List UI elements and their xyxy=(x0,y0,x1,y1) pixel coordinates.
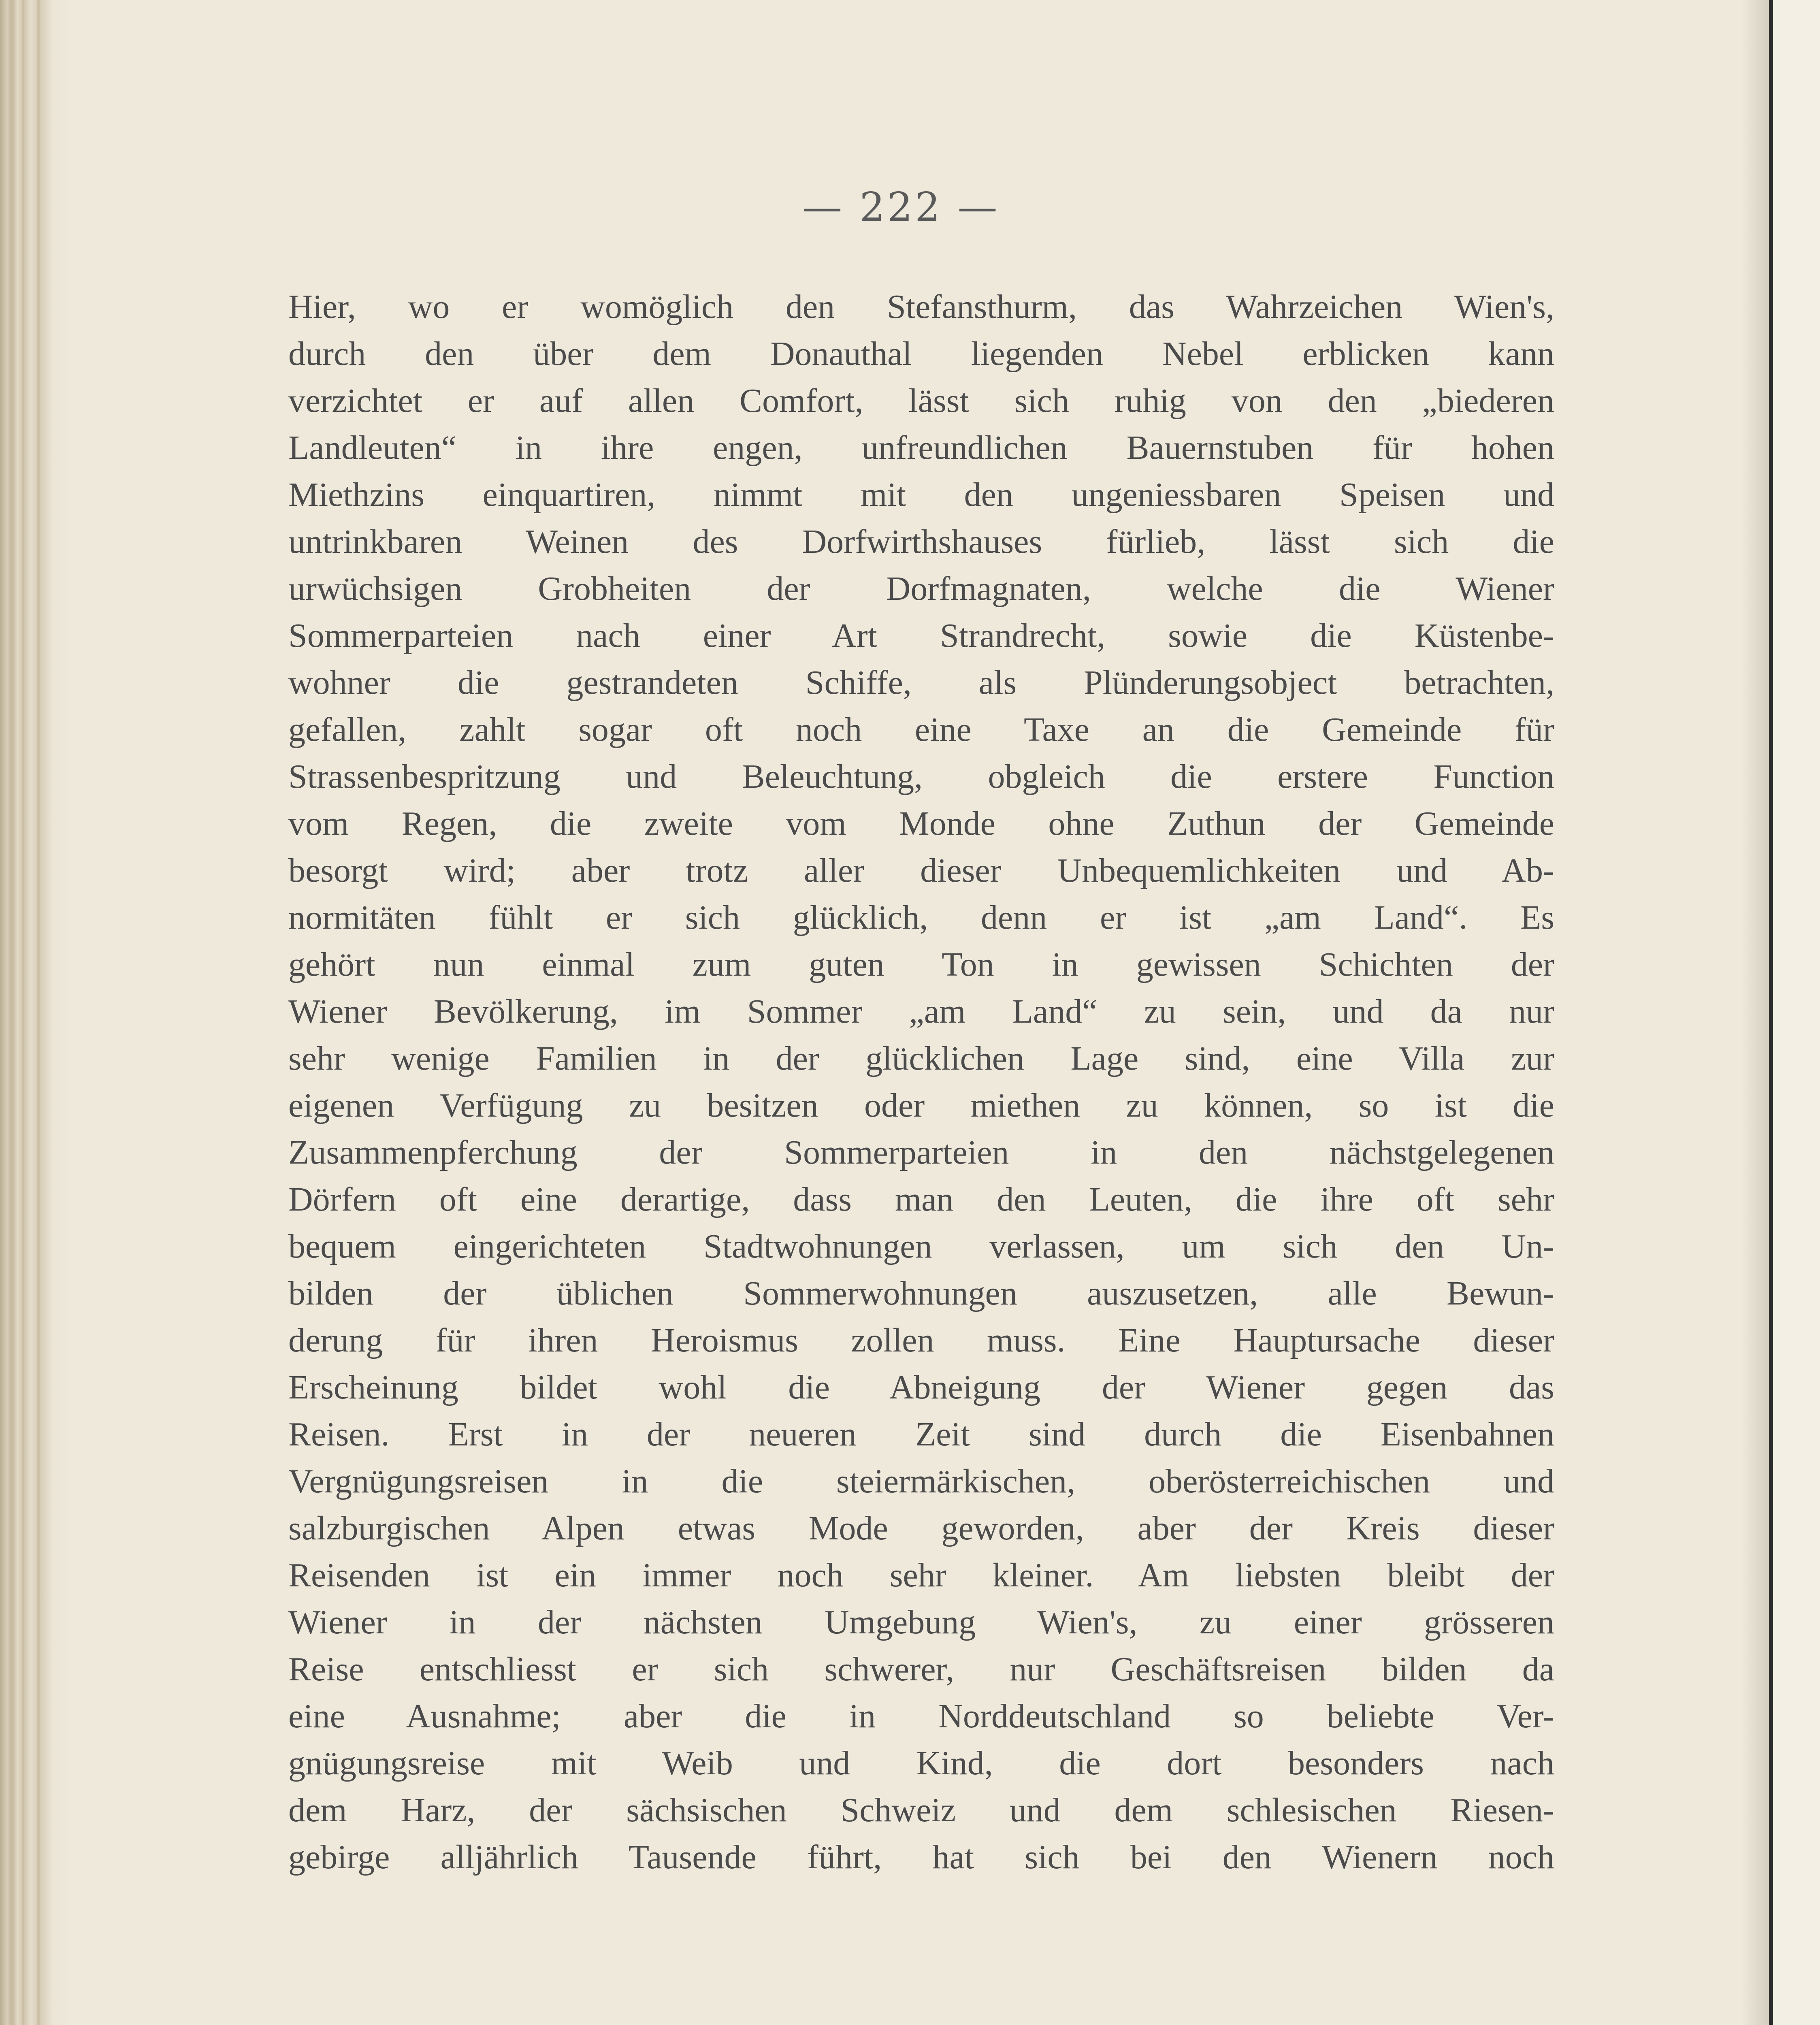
text-line: Wiener in der nächsten Umgebung Wien's, zu einer grösseren xyxy=(288,1603,1554,1641)
text-line: gnügungsreise mit Weib und Kind, die dort besonders nach xyxy=(288,1744,1554,1782)
text-line: dem Harz, der sächsischen Schweiz und dem schlesischen Riesen- xyxy=(288,1791,1554,1829)
text-line: Vergnügungsreisen in die steiermärkischen, oberösterreichischen und xyxy=(288,1462,1554,1500)
body-text xyxy=(288,284,1554,1881)
text-line: wohner die gestrandeten Schiffe, als Plünderungsobject betrachten, xyxy=(288,664,1554,701)
text-line: eine Ausnahme; aber die in Norddeutschland so beliebte Ver- xyxy=(288,1697,1554,1735)
text-line: verzichtet er auf allen Comfort, lässt sich ruhig von den „biederen xyxy=(288,382,1554,420)
text-line: Dörfern oft eine derartige, dass man den Leuten, die ihre oft sehr xyxy=(288,1181,1554,1218)
text-line: derung für ihren Heroismus zollen muss. Eine Hauptursache dieser xyxy=(288,1322,1554,1359)
text-line: urwüchsigen Grobheiten der Dorfmagnaten, welche die Wiener xyxy=(288,570,1554,608)
text-line: Landleuten“ in ihre engen, unfreundlichen Bauernstuben für hohen xyxy=(288,429,1554,467)
text-line: normitäten fühlt er sich glücklich, denn er ist „am Land“. Es xyxy=(288,899,1554,936)
text-line: durch den über dem Donauthal liegenden Nebel erblicken kann xyxy=(288,335,1554,373)
text-line: Erscheinung bildet wohl die Abneigung der Wiener gegen das xyxy=(288,1368,1554,1406)
book-binding-edge xyxy=(0,0,71,2025)
text-line: salzburgischen Alpen etwas Mode geworden, aber der Kreis dieser xyxy=(288,1509,1554,1547)
text-line: vom Regen, die zweite vom Monde ohne Zuthun der Gemeinde xyxy=(288,805,1554,842)
text-line: Miethzins einquartiren, nimmt mit den ungeniessbaren Speisen und xyxy=(288,476,1554,514)
page-number: — 222 — xyxy=(802,184,1000,230)
text-line: Reisen. Erst in der neueren Zeit sind durch die Eisenbahnen xyxy=(288,1415,1554,1453)
text-line: bequem eingerichteten Stadtwohnungen verlassen, um sich den Un- xyxy=(288,1228,1554,1265)
text-line: eigenen Verfügung zu besitzen oder miethen zu können, so ist die xyxy=(288,1087,1554,1124)
text-line: gebirge alljährlich Tausende führt, hat sich bei den Wienern noch xyxy=(288,1838,1554,1876)
text-line: Zusammenpferchung der Sommerparteien in den nächstgelegenen xyxy=(288,1134,1554,1171)
next-page-edge xyxy=(1769,0,1820,2025)
text-line: sehr wenige Familien in der glücklichen Lage sind, eine Villa zur xyxy=(288,1040,1554,1077)
text-line: bilden der üblichen Sommerwohnungen auszusetzen, alle Bewun- xyxy=(288,1275,1554,1312)
binding-fold-line xyxy=(9,0,11,2025)
text-line: Hier, wo er womöglich den Stefansthurm, das Wahrzeichen Wien's, xyxy=(288,288,1554,326)
text-line: Strassenbespritzung und Beleuchtung, obgleich die erstere Function xyxy=(288,758,1554,795)
text-line: untrinkbaren Weinen des Dorfwirthshauses fürlieb, lässt sich die xyxy=(288,523,1554,561)
text-line: Reisenden ist ein immer noch sehr kleiner. Am liebsten bleibt der xyxy=(288,1556,1554,1594)
text-line: Sommerparteien nach einer Art Strandrecht, sowie die Küstenbe- xyxy=(288,617,1554,654)
binding-fold-line xyxy=(22,0,24,2025)
page-edge-shadow xyxy=(1741,0,1769,2025)
binding-fold-line xyxy=(37,0,40,2025)
text-line: gehört nun einmal zum guten Ton in gewissen Schichten der xyxy=(288,946,1554,983)
text-line: besorgt wird; aber trotz aller dieser Unbequemlichkeiten und Ab- xyxy=(288,852,1554,889)
text-line: gefallen, zahlt sogar oft noch eine Taxe an die Gemeinde für xyxy=(288,711,1554,748)
text-line: Reise entschliesst er sich schwerer, nur Geschäftsreisen bilden da xyxy=(288,1650,1554,1688)
text-line: Wiener Bevölkerung, im Sommer „am Land“ zu sein, und da nur xyxy=(288,993,1554,1030)
